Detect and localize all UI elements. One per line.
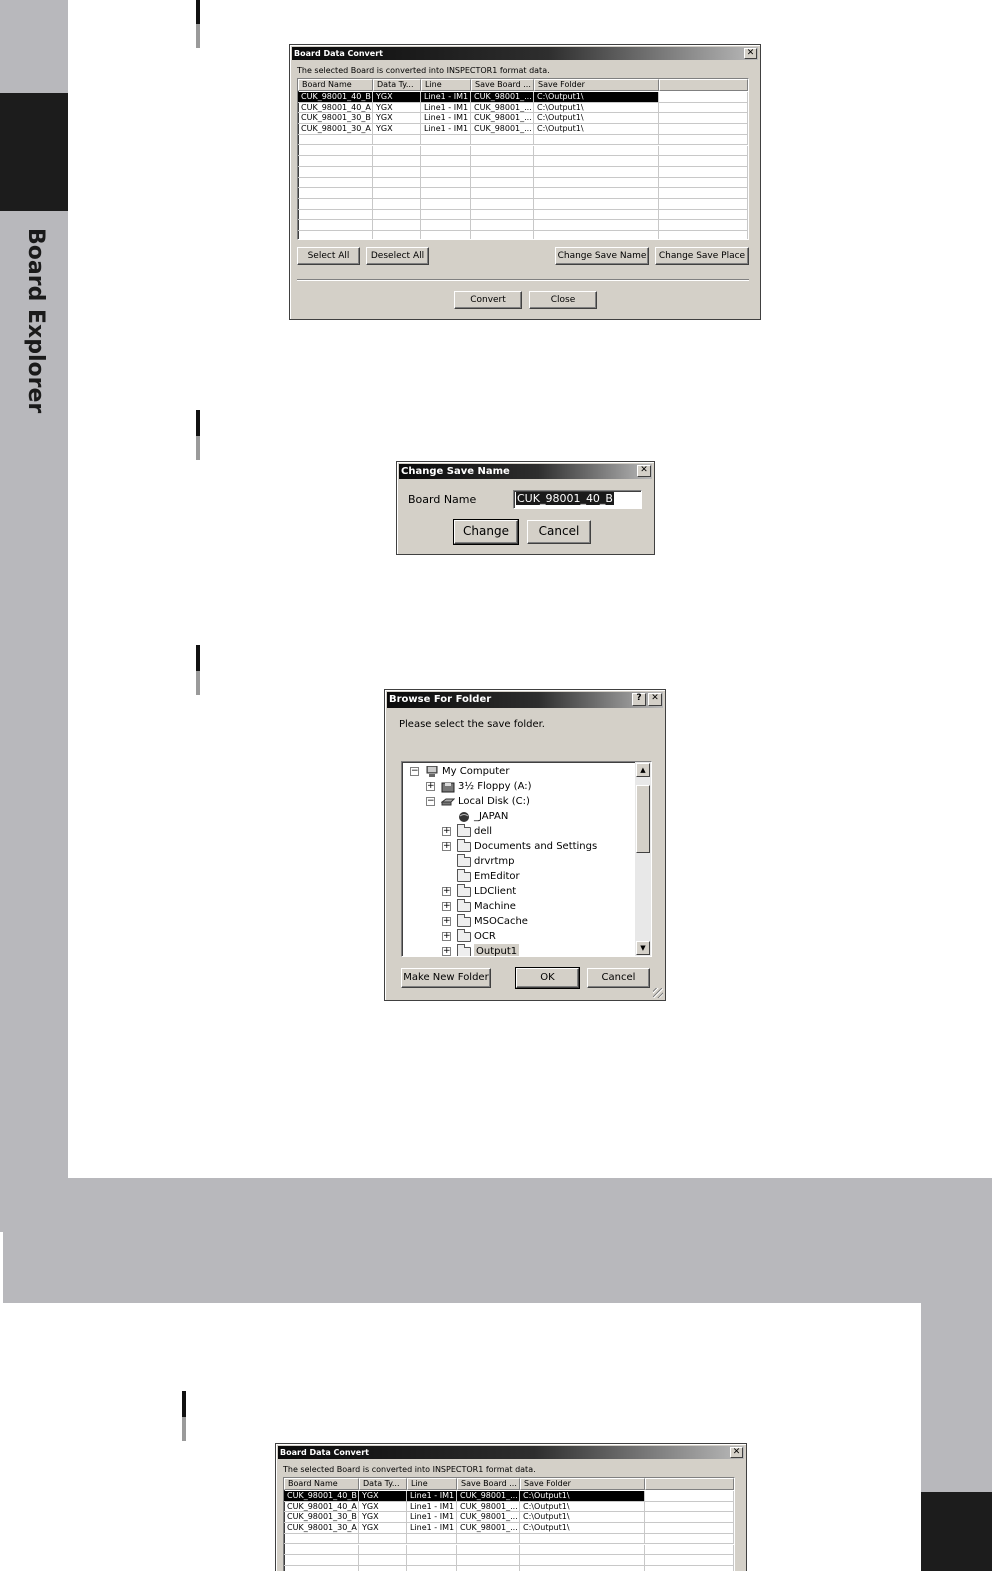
disk-icon (440, 796, 455, 808)
cell: C:\Output1\ (520, 1491, 645, 1502)
close-icon[interactable]: ✕ (637, 465, 651, 477)
cell (659, 103, 748, 114)
table-row[interactable] (298, 113, 748, 124)
cell: CUK_98001_40_A (298, 103, 373, 114)
column-header[interactable]: Save Folder (520, 1478, 645, 1490)
expand-icon[interactable]: + (443, 886, 451, 896)
tree-item-machine[interactable] (442, 899, 516, 914)
cell: CUK_98001_... (457, 1502, 520, 1513)
empty-row (298, 231, 748, 240)
tree-item-label: Documents and Settings (474, 841, 598, 852)
cell: CUK_98001_... (471, 103, 534, 114)
cell (659, 113, 748, 124)
collapse-icon[interactable]: − (427, 796, 435, 806)
bottom-band-notch (0, 1232, 3, 1303)
tree-item-output1[interactable] (442, 944, 519, 957)
tree-item-label: Local Disk (C:) (458, 796, 530, 807)
column-header[interactable]: Save Board ... (471, 79, 534, 91)
scroll-thumb[interactable] (636, 785, 650, 853)
cell (645, 1523, 734, 1534)
list-header (298, 79, 748, 91)
column-header[interactable]: Save Board ... (457, 1478, 520, 1490)
change-save-name-dialog (396, 461, 655, 555)
collapse-icon[interactable]: − (411, 766, 419, 776)
tree-item-msocache[interactable] (442, 914, 528, 929)
cell: C:\Output1\ (534, 103, 659, 114)
cell (645, 1502, 734, 1513)
expand-icon[interactable]: + (443, 841, 451, 851)
tree-item-label: LDClient (474, 886, 517, 897)
column-header[interactable]: Data Ty... (373, 79, 421, 91)
cell: CUK_98001_30_A (298, 124, 373, 135)
change-save-place-button[interactable]: Change Save Place (655, 247, 749, 265)
tree-scrollbar[interactable] (635, 762, 651, 956)
computer-icon (424, 766, 439, 778)
dialog-titlebar (278, 1446, 744, 1459)
convert-button[interactable]: Convert (454, 291, 522, 309)
scroll-down-icon[interactable]: ▼ (636, 941, 650, 955)
browse-prompt: Please select the save folder. (399, 719, 545, 730)
expand-icon[interactable]: + (443, 901, 451, 911)
empty-row (284, 1534, 734, 1545)
section-title: Board Explorer (23, 228, 48, 414)
empty-row (284, 1545, 734, 1556)
column-header[interactable]: Data Ty... (359, 1478, 407, 1490)
cell: YGX (359, 1523, 407, 1534)
close-icon[interactable]: ✕ (730, 1447, 743, 1458)
folder-icon (456, 946, 471, 958)
tree-item-ldclient[interactable] (442, 884, 516, 899)
cell: C:\Output1\ (534, 124, 659, 135)
table-row[interactable] (298, 103, 748, 114)
tree-item-label: EmEditor (474, 871, 520, 882)
folder-icon (456, 901, 471, 913)
tree-item-local-disk[interactable] (426, 794, 530, 809)
cell: C:\Output1\ (534, 113, 659, 124)
table-row[interactable] (284, 1491, 734, 1502)
step-marker-1 (196, 0, 200, 48)
select-all-button[interactable]: Select All (297, 247, 360, 265)
cell: Line1 - IM1 (421, 92, 471, 103)
cell: YGX (373, 92, 421, 103)
tree-item-drvrtmp[interactable] (442, 854, 515, 869)
cell: CUK_98001_40_A (284, 1502, 359, 1513)
board-data-convert-dialog (289, 44, 761, 320)
tree-item-label: dell (474, 826, 493, 837)
tree-item-ocr[interactable] (442, 929, 496, 944)
column-header[interactable]: Line (407, 1478, 457, 1490)
cell: C:\Output1\ (520, 1523, 645, 1534)
cell (645, 1491, 734, 1502)
dialog-description: The selected Board is converted into INSPECTOR1 format data. (297, 66, 550, 75)
column-header[interactable] (659, 79, 748, 91)
empty-row (298, 167, 748, 178)
folder-tree[interactable] (401, 761, 652, 957)
cell: C:\Output1\ (520, 1502, 645, 1513)
list-header (284, 1478, 734, 1490)
folder-icon (456, 886, 471, 898)
cell: YGX (359, 1502, 407, 1513)
table-row[interactable] (298, 124, 748, 135)
change-button[interactable]: Change (454, 520, 518, 544)
change-save-name-button[interactable]: Change Save Name (555, 247, 649, 265)
board-name-label: Board Name (408, 493, 477, 506)
board-list[interactable] (283, 1477, 735, 1571)
board-name-field[interactable] (513, 490, 642, 509)
cell: CUK_98001_40_B (298, 92, 373, 103)
globe-folder-icon (456, 811, 471, 823)
cell: Line1 - IM1 (421, 124, 471, 135)
cell (659, 92, 748, 103)
right-section-tab (921, 1492, 992, 1571)
cell: Line1 - IM1 (421, 103, 471, 114)
browse-for-folder-dialog (384, 689, 666, 1001)
cell: Line1 - IM1 (407, 1523, 457, 1534)
expand-icon[interactable]: + (427, 781, 435, 791)
table-row[interactable] (284, 1523, 734, 1534)
step-marker-4 (182, 1391, 186, 1441)
table-row[interactable] (284, 1502, 734, 1513)
dialog-titlebar (399, 464, 652, 479)
tree-item-emeditor[interactable] (442, 869, 520, 884)
empty-row (298, 135, 748, 146)
cell: Line1 - IM1 (407, 1512, 457, 1523)
cell: CUK_98001_30_A (284, 1523, 359, 1534)
tree-item-documents-and-settings[interactable] (442, 839, 597, 854)
tree-item-floppy[interactable] (426, 779, 532, 794)
expand-icon[interactable]: + (443, 826, 451, 836)
tree-item-label: My Computer (442, 766, 510, 777)
close-icon[interactable]: ✕ (744, 48, 757, 59)
cell: C:\Output1\ (534, 92, 659, 103)
step-marker-3 (196, 645, 200, 695)
tree-item-japan[interactable] (442, 809, 508, 824)
tree-item-label: 3½ Floppy (A:) (458, 781, 532, 792)
tree-item-label: drvrtmp (474, 856, 515, 867)
floppy-icon (440, 781, 455, 793)
board-data-convert-dialog (275, 1443, 747, 1571)
dialog-titlebar (387, 692, 663, 708)
ok-button[interactable]: OK (516, 968, 579, 988)
empty-row (284, 1566, 734, 1571)
cell (645, 1512, 734, 1523)
tree-item-dell[interactable] (442, 824, 492, 839)
folder-icon (456, 826, 471, 838)
tree-item-label: MSOCache (474, 916, 528, 927)
cell: CUK_98001_... (471, 124, 534, 135)
cell: CUK_98001_30_B (298, 113, 373, 124)
folder-icon (456, 916, 471, 928)
cell (659, 124, 748, 135)
cell: CUK_98001_40_B (284, 1491, 359, 1502)
column-header[interactable]: Line (421, 79, 471, 91)
folder-icon (456, 931, 471, 943)
dialog-title: Browse For Folder (389, 694, 492, 705)
column-header[interactable]: Board Name (298, 79, 373, 91)
table-row[interactable] (298, 92, 748, 103)
cell: C:\Output1\ (520, 1512, 645, 1523)
dialog-titlebar (292, 47, 758, 60)
cell: YGX (373, 113, 421, 124)
step-marker-2 (196, 410, 200, 460)
resize-grip-icon[interactable] (653, 988, 663, 998)
cell: CUK_98001_... (471, 92, 534, 103)
board-name-value: CUK_98001_40_B (517, 492, 613, 505)
cell: Line1 - IM1 (421, 113, 471, 124)
tree-item-label: Machine (474, 901, 516, 912)
tree-item-label: OCR (474, 931, 496, 942)
table-row[interactable] (284, 1512, 734, 1523)
close-icon[interactable]: ✕ (648, 693, 662, 706)
expand-icon[interactable]: + (443, 916, 451, 926)
folder-icon (456, 841, 471, 853)
cell: YGX (373, 124, 421, 135)
column-header[interactable]: Board Name (284, 1478, 359, 1490)
empty-row (298, 210, 748, 221)
empty-row (284, 1555, 734, 1566)
cell: YGX (359, 1512, 407, 1523)
cell: CUK_98001_... (471, 113, 534, 124)
folder-icon (456, 871, 471, 883)
cell: CUK_98001_... (457, 1512, 520, 1523)
tree-item-label: Output1 (476, 946, 518, 957)
divider (297, 279, 749, 281)
close-button[interactable]: Close (529, 291, 597, 309)
cell: CUK_98001_... (457, 1523, 520, 1534)
expand-icon[interactable]: + (443, 931, 451, 941)
scroll-up-icon[interactable]: ▲ (636, 763, 650, 777)
dialog-title: Board Data Convert (294, 49, 383, 58)
column-header[interactable] (645, 1478, 734, 1490)
cell: CUK_98001_30_B (284, 1512, 359, 1523)
column-header[interactable]: Save Folder (534, 79, 659, 91)
empty-row (298, 146, 748, 157)
cancel-button[interactable]: Cancel (527, 520, 591, 544)
make-new-folder-button[interactable]: Make New Folder (401, 968, 491, 988)
empty-row (298, 199, 748, 210)
cell: Line1 - IM1 (407, 1491, 457, 1502)
cancel-button[interactable]: Cancel (587, 968, 650, 988)
help-icon[interactable]: ? (632, 693, 646, 706)
expand-icon[interactable]: + (443, 946, 451, 956)
deselect-all-button[interactable]: Deselect All (366, 247, 429, 265)
folder-icon (456, 856, 471, 868)
tree-item-my-computer[interactable] (410, 764, 509, 779)
cell: CUK_98001_... (457, 1491, 520, 1502)
empty-row (298, 188, 748, 199)
empty-row (298, 220, 748, 231)
empty-row (298, 156, 748, 167)
left-section-tab (0, 93, 68, 211)
empty-row (298, 178, 748, 189)
cell: YGX (373, 103, 421, 114)
cell: Line1 - IM1 (407, 1502, 457, 1513)
bottom-margin-band (0, 1178, 992, 1303)
tree-item-label: _JAPAN (474, 811, 509, 822)
dialog-title: Board Data Convert (280, 1448, 369, 1457)
cell: YGX (359, 1491, 407, 1502)
board-list[interactable] (297, 78, 749, 240)
dialog-description: The selected Board is converted into INSPECTOR1 format data. (283, 1465, 536, 1474)
dialog-title: Change Save Name (401, 466, 510, 477)
